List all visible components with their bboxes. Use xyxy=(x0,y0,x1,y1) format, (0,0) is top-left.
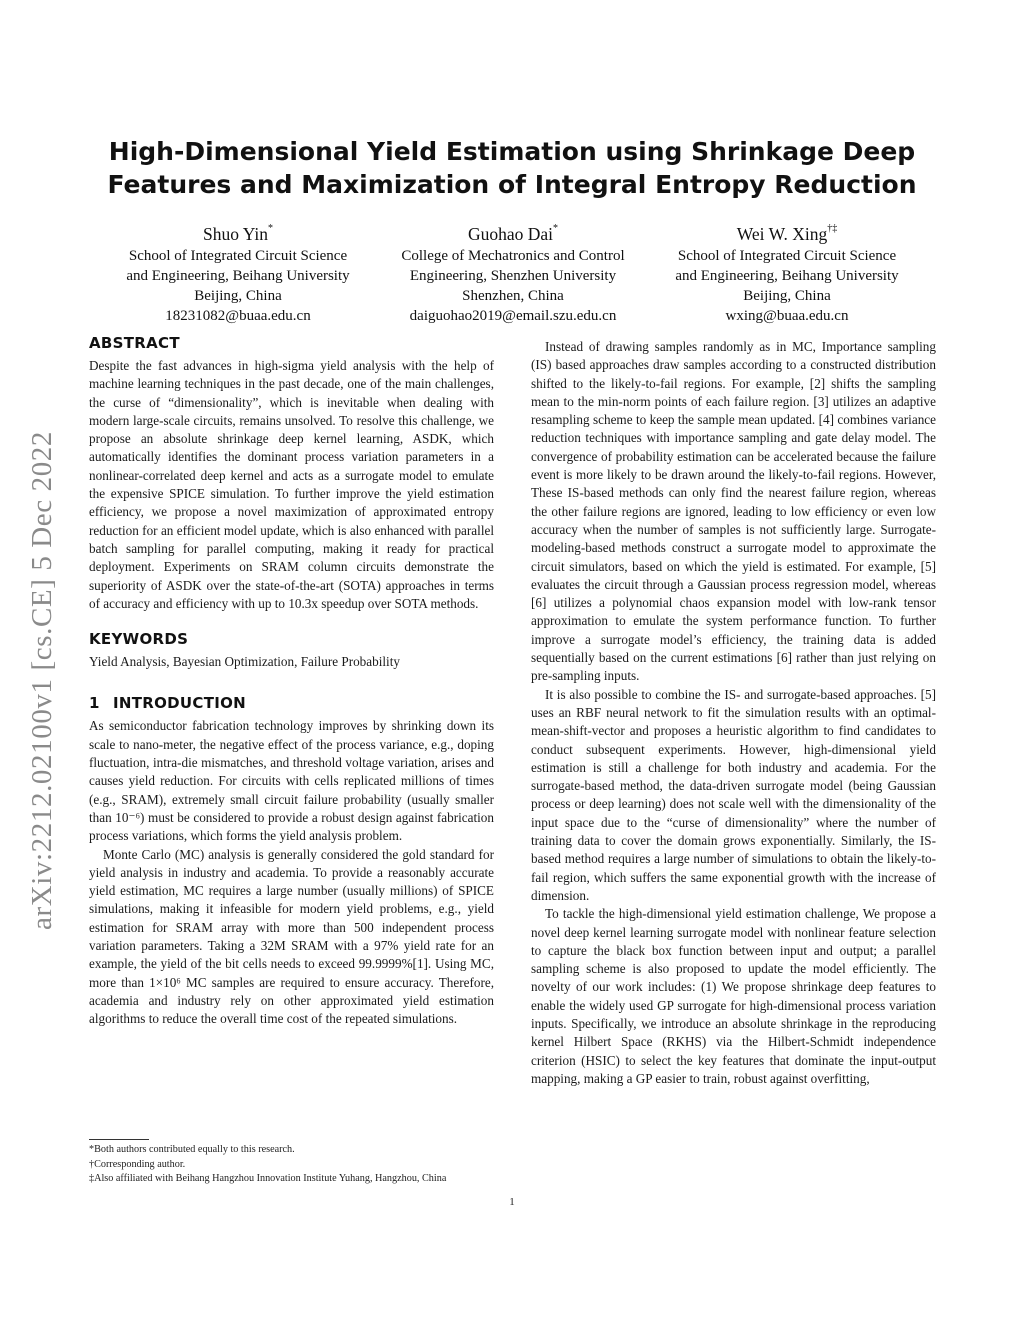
author-affiliation: School of Integrated Circuit Science xyxy=(677,247,897,264)
author-mark: * xyxy=(553,223,559,234)
author-location: Shenzhen, China xyxy=(462,287,564,304)
intro-paragraph-1: As semiconductor fabrication technology improves by shrinking down its scale to nano-meter, the negative effect of the process variance, e.g., doping fluctuation, intra-die mismatches, and threshold voltage variation, arises and causes yield reduction. For circuits with cells replicated millions of times (e.g., SRAM), extremely small circuit failure probability (usually smaller than 10⁻⁶) must be considered to provide a robust design against fabrication process variations, which forms the yield analysis problem. xyxy=(89,718,494,844)
introduction-heading xyxy=(89,693,494,713)
author-block-3 xyxy=(652,219,922,326)
author-location: Beijing, China xyxy=(743,287,831,304)
page-number: 1 xyxy=(509,1196,515,1208)
author-affiliation: and Engineering, Beihang University xyxy=(126,267,350,284)
title-line-2: Features and Maximization of Integral Entropy Reduction xyxy=(107,170,917,199)
author-email: wxing@buaa.edu.cn xyxy=(725,307,849,324)
abstract-heading: ABSTRACT xyxy=(89,334,180,352)
author-location: Beijing, China xyxy=(194,287,282,304)
author-name: Guohao Dai xyxy=(467,223,554,244)
section-number: 1 xyxy=(89,694,100,713)
footnote-1: *Both authors contributed equally to this research. xyxy=(89,1144,295,1155)
author-name: Shuo Yin xyxy=(203,223,268,244)
footnotes xyxy=(89,1139,494,1187)
author-block-2 xyxy=(378,219,648,326)
author-affiliation: and Engineering, Beihang University xyxy=(675,267,899,284)
left-column xyxy=(89,333,494,1029)
author-mark: †‡ xyxy=(827,223,838,234)
author-email: daiguohao2019@email.szu.edu.cn xyxy=(409,307,617,324)
paper-title xyxy=(100,135,924,201)
right-column xyxy=(531,338,936,1088)
section-title: INTRODUCTION xyxy=(113,694,247,713)
keywords-text: Yield Analysis, Bayesian Optimization, Failure Probability xyxy=(89,654,400,670)
author-email: 18231082@buaa.edu.cn xyxy=(165,307,311,324)
arxiv-stamp xyxy=(22,365,62,930)
keywords-heading: KEYWORDS xyxy=(89,630,189,649)
author-affiliation: College of Mechatronics and Control xyxy=(401,247,625,264)
footnote-2: †Corresponding author. xyxy=(89,1158,186,1170)
author-mark: * xyxy=(268,223,273,234)
arxiv-stamp-text: arXiv:2212.02100v1 [cs.CE] 5 Dec 2022 xyxy=(26,430,58,930)
abstract-text: Despite the fast advances in high-sigma yield analysis with the help of machine learning techniques in the past decade, one of the main challenges, the curse of “dimensionality”, which is inevitable when dealing with modern large-scale circuits, remains unsolved. To resolve this challenge, we propose an absolute shrinkage deep kernel learning, ASDK, which automatically identifies the dominant process variation parameters in a nonlinear-correlated deep kernel and acts as a surrogate model to emulate the expensive SPICE simulation. To further improve the yield estimation efficiency, we propose a novel maximization of approximated entropy reduction for an efficient model update, which is also enhanced with parallel batch sampling for parallel computing, making it ready for practical deployment. Experiments on SRAM column circuits demonstrate the superiority of ASDK over the state-of-the-art (SOTA) approaches in terms of accuracy and efficiency with up to 10.3x speedup over SOTA methods. xyxy=(89,358,494,611)
intro-paragraph-4: It is also possible to combine the IS- and surrogate-based approaches. [5] uses an RBF neural network to fit the simulation results with an optimal-mean-shift-vector and proposes a heuristic algorithm to find candidates to conduct subsequent experiments. However, high-dimensional yield estimation is still a challenge for both industry and academia. For the surrogate-based method, the data-driven surrogate model (being Gaussian process or deep learning) does not scale well with the dimensionality of the input space due to the “curse of dimensionality” where the number of training data to cover the domain grows exponentially. Similarly, the IS-based method requires a large number of simulations to obtain the likely-to-fail region, which suffers the same exponential growth with the increase of dimension. xyxy=(531,686,936,903)
intro-paragraph-5: To tackle the high-dimensional yield estimation challenge, We propose a novel deep kernel learning surrogate model with nonlinear feature selection to capture the black box function between input and output; a parallel sampling scheme is also proposed to update the model efficiently. The novelty of our work includes: (1) We propose shrinkage deep features to enable the widely used GP surrogate for high-dimensional process variation inputs. Specifically, we introduce an absolute shrinkage in the reproducing kernel Hilbert Space (RKHS) via the Hilbert-Schmidt independence criterion (HSIC) to select the key features that dominate the input-output mapping, making a GP easier to train, robust against overfitting, xyxy=(531,906,936,1086)
author-block-1 xyxy=(103,219,373,326)
footnote-rule xyxy=(89,1139,149,1140)
author-affiliation: Engineering, Shenzhen University xyxy=(409,267,617,284)
intro-paragraph-2: Monte Carlo (MC) analysis is generally considered the gold standard for yield analysis in industry and academia. To provide a reasonably accurate yield estimation, MC requires a large number (usually millions) of SPICE simulations, making it infeasible for modern yield problems, e.g., yield estimation for SRAM array with more than 500 independent process variation parameters. Taking a 32M SRAM with a 97% yield rate for an example, the yield of the bit cells needs to exceed 99.9999%[1]. Using MC, more than 1×10⁶ MC samples are required to ensure accuracy. Therefore, academia and industry rely on other approximated yield estimation algorithms to reduce the overall time cost of the repeated simulations. xyxy=(89,846,494,1027)
title-line-1: High-Dimensional Yield Estimation using Shrinkage Deep xyxy=(108,137,916,166)
intro-paragraph-3: Instead of drawing samples randomly as in MC, Importance sampling (IS) based approaches draw samples according to a constructed distribution shifted to the likely-to-fail regions. For example, [2] shifts the sampling mean to the min-norm points of each failure region. [3] utilizes an adaptive resampling scheme to keep the sample mean updated. [4] combines variance reduction techniques with importance sampling and gate delay model. The convergence of probability estimation can be accelerated because the failure event is more likely to be drawn around the likely-to-fail regions. However, These IS-based methods can only find the nearest failure region, whereas the other failure regions are ignored, leading to low efficiency or even low accuracy when the number of samples is not sufficiently large. Surrogate-modeling-based methods construct a surrogate model to approximate the circuit simulators, based on which the yield is estimated. For example, [5] evaluates the circuit through a Gaussian process regression model, whereas [6] utilizes a polynomial chaos expansion model with low-rank tensor approximation to emulate the system performance function. To further improve a surrogate model’s efficiency, the training data is added sequentially based on the current estimations [6] rather than just relying on pre-sampling inputs. xyxy=(531,339,936,684)
footnote-3: ‡Also affiliated with Beihang Hangzhou Innovation Institute Yuhang, Hangzhou, China xyxy=(89,1173,447,1184)
author-affiliation: School of Integrated Circuit Science xyxy=(128,247,348,264)
author-name: Wei W. Xing xyxy=(736,223,828,244)
